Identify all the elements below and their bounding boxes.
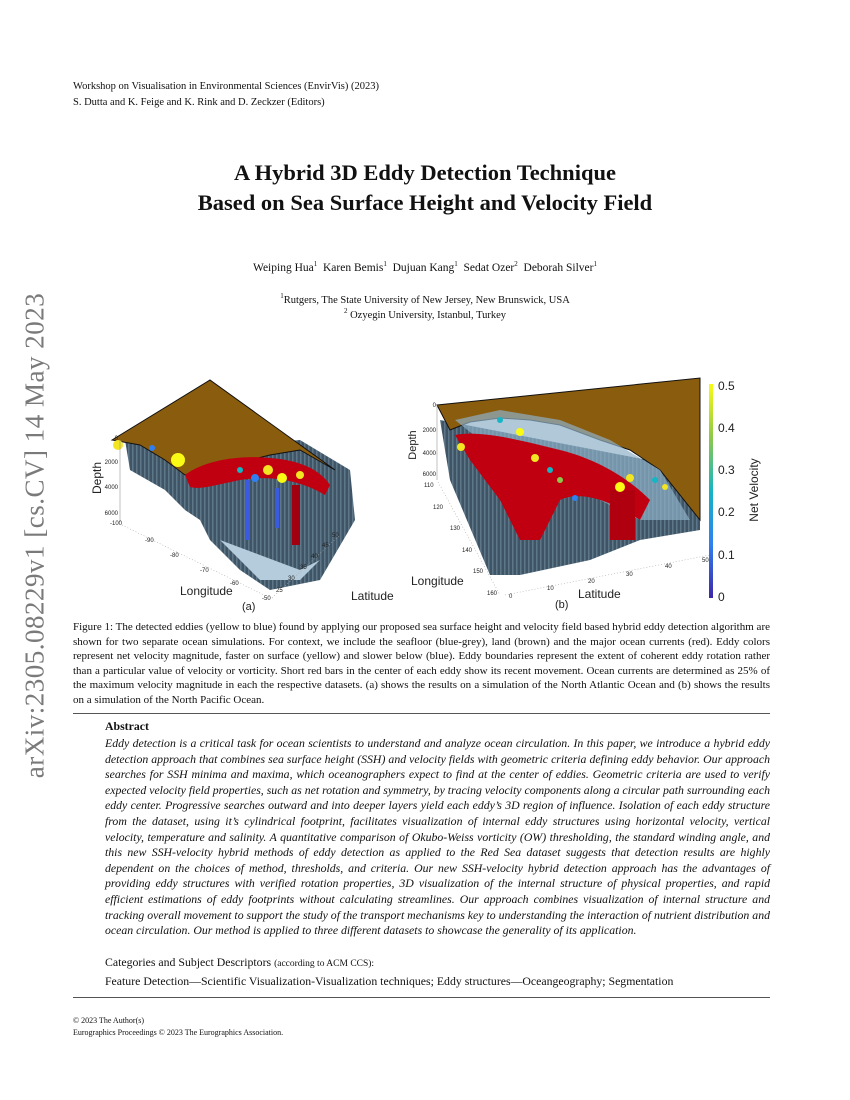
latitude-axis-label-b: Latitude [578, 587, 621, 601]
svg-text:25: 25 [276, 588, 283, 594]
svg-text:35: 35 [300, 565, 307, 571]
svg-text:-100: -100 [110, 521, 123, 527]
svg-text:150: 150 [473, 569, 484, 575]
svg-text:0.2: 0.2 [718, 505, 735, 519]
svg-text:6000: 6000 [422, 472, 436, 478]
svg-text:0: 0 [114, 436, 118, 442]
colorbar-label: Net Velocity [747, 458, 761, 522]
svg-text:140: 140 [462, 548, 473, 554]
longitude-axis-label-b: Longitude [411, 574, 464, 588]
svg-text:-70: -70 [200, 568, 209, 574]
author: Dujuan Kang$^1$ [392, 260, 458, 274]
depth-ticks-b [423, 403, 437, 478]
divider [73, 713, 770, 714]
svg-text:2000: 2000 [104, 460, 118, 466]
author: Sedat Ozer$^2$ [463, 260, 518, 274]
affiliations [0, 293, 850, 323]
colorbar [709, 379, 761, 604]
panel-b [407, 378, 710, 611]
current-column [292, 485, 300, 545]
categories-text: Feature Detection—Scientific Visualization-Visualization techniques; Eddy structures—Oceangeography; Segmentation [105, 974, 674, 988]
svg-text:120: 120 [433, 505, 444, 511]
depth-axis-label-a: Depth [90, 461, 104, 495]
affiliation: $^2$ Ozyegin University, Istanbul, Turkey [343, 307, 507, 321]
svg-text:40: 40 [665, 564, 672, 570]
svg-text:-90: -90 [145, 538, 154, 544]
svg-text:-50: -50 [262, 596, 271, 602]
author-list [0, 262, 850, 274]
svg-text:0.4: 0.4 [718, 421, 735, 435]
editors-line: S. Dutta and K. Feige and K. Rink and D. Zeckzer (Editors) [73, 97, 325, 108]
colorbar-ticks [718, 379, 735, 604]
svg-text:160: 160 [487, 591, 498, 597]
svg-text:40: 40 [311, 554, 318, 560]
svg-text:-80: -80 [170, 553, 179, 559]
copyright-line: © 2023 The Author(s) [73, 1016, 145, 1025]
svg-text:6000: 6000 [104, 511, 118, 517]
figure-1 [85, 370, 765, 615]
svg-text:0: 0 [509, 594, 513, 600]
svg-text:2000: 2000 [422, 428, 436, 434]
author: Karen Bemis$^1$ [322, 260, 387, 274]
svg-text:4000: 4000 [104, 485, 118, 491]
svg-text:0.3: 0.3 [718, 463, 735, 477]
running-header [73, 79, 379, 111]
categories-note: (according to ACM CCS): [274, 959, 375, 969]
footer [73, 1015, 283, 1039]
depth-axis-label-b: Depth [407, 430, 419, 460]
panel-a [90, 380, 394, 613]
current-column-b [610, 490, 635, 540]
categories [105, 954, 770, 990]
svg-text:50: 50 [702, 558, 709, 564]
proceedings-line: Eurographics Proceedings © 2023 The Eurographics Association. [73, 1028, 284, 1037]
longitude-axis-label-a: Longitude [180, 584, 233, 598]
svg-text:10: 10 [547, 586, 554, 592]
abstract-heading: Abstract [105, 719, 149, 733]
panel-label-a: (a) [242, 601, 256, 613]
arxiv-stamp: arXiv:2305.08229v1 [cs.CV] 14 May 2023 [19, 292, 50, 779]
title-line-2: Based on Sea Surface Height and Velocity Field [197, 190, 653, 215]
svg-text:45: 45 [322, 543, 329, 549]
figure-caption: Figure 1: The detected eddies (yellow to blue) found by applying our proposed sea surface height and velocity field based hybrid eddy detection algorithm are shown for two separate ocean simulations. For context, we include the seafloor (blue-grey), land (brown) and the major ocean currents (red). Eddy colors represent net velocity magnitude, faster on surface (yellow) and slower below (blue). Eddy boundaries represent the extent of coherent eddy rotation rather than a particular value of velocity or vorticity. Short red bars in the center of each eddy show its recent movement. Ocean currents are determined as 25% of the maximum velocity magnitude in each the respective datasets. (a) shows the results on a simulation of the North Atlantic Ocean and (b) shows the results on a simulation of the North Pacific Ocean. [73, 621, 770, 706]
svg-text:20: 20 [588, 579, 595, 585]
latitude-axis-label-a: Latitude [351, 589, 394, 603]
paper-title [0, 158, 850, 218]
panel-label-b: (b) [555, 599, 569, 611]
svg-text:0: 0 [718, 590, 725, 604]
svg-text:30: 30 [288, 576, 295, 582]
svg-text:50: 50 [332, 533, 339, 539]
abstract [105, 719, 770, 939]
abstract-text: Eddy detection is a critical task for ocean scientists to understand and analyze ocean circulation. In this paper, we introduce a hybrid eddy detection approach that combines sea surface height (SSH) and velocity fields with geometric criteria defining eddy behavior. Our approach searches for SSH minima and maxima, which oceanographers expect to find at the center of eddies. Geometric criteria are used to verify expected velocity field properties, such as net rotation and symmetry, by tracing velocity components along a circular path surrounding each eddy center. Progressive searches outward and into deeper layers yield each eddy’s 3D region of influence. Isolation of each eddy structure from the dataset, using it’s cylindrical footprint, facilitates visualization of internal eddy structures using horizontal velocity, vertical velocity, temperature and salinity. A quantitative comparison of Okubo-Weiss vorticity (OW) thresholding, the standard winding angle, and this new SSH-velocity hybrid methods of eddy detection as applied to the Red Sea dataset suggests that detection results are highly dependent on the choices of method, thresholds, and criteria. Our new SSH-velocity hybrid detection approach has the advantages of providing eddy structures with verified rotation properties, 3D visualization of the internal structure of physical properties, and rapid efficient estimations of eddy footprints without calculating streamlines. Our approach combines visualization of internal structure and tracking overall movement to support the study of the transport mechanisms key to understanding the interaction of nutrient distribution and ocean circulation. Our method is applied to three different datasets to showcase the generality of its application. [105, 736, 770, 938]
svg-text:0: 0 [432, 403, 436, 409]
title-line-1: A Hybrid 3D Eddy Detection Technique [234, 160, 616, 185]
svg-text:30: 30 [626, 572, 633, 578]
svg-text:0.1: 0.1 [718, 548, 735, 562]
svg-text:-60: -60 [230, 581, 239, 587]
svg-text:4000: 4000 [422, 451, 436, 457]
categories-heading: Categories and Subject Descriptors [105, 955, 272, 969]
affiliation: $^1$Rutgers, The State University of New Jersey, New Brunswick, USA [280, 292, 570, 306]
author: Deborah Silver$^1$ [523, 260, 597, 274]
svg-text:110: 110 [424, 483, 434, 489]
svg-text:130: 130 [450, 526, 461, 532]
venue-line: Workshop on Visualisation in Environmental Sciences (EnvirVis) (2023) [73, 81, 379, 92]
divider [73, 997, 770, 998]
svg-text:0.5: 0.5 [718, 379, 735, 393]
author: Weiping Hua$^1$ [253, 260, 318, 274]
